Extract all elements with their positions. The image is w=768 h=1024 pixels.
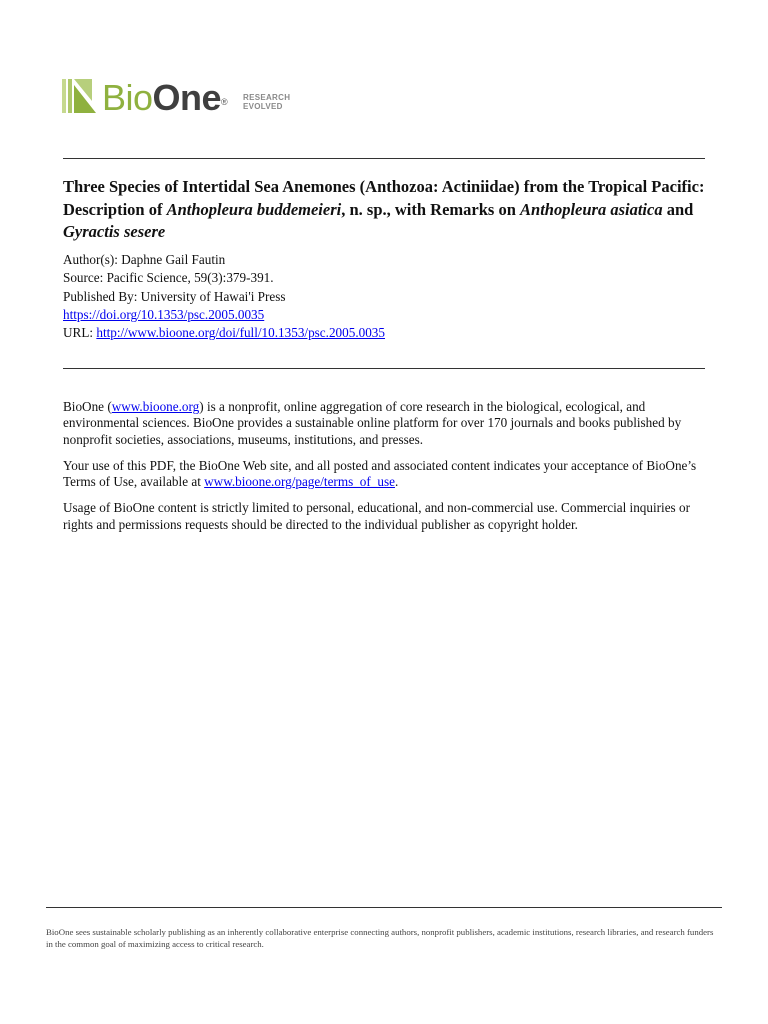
middle-divider: [63, 368, 705, 369]
source-line: Source: Pacific Science, 59(3):379-391.: [63, 270, 274, 286]
bioone-home-link[interactable]: www.bioone.org: [111, 399, 200, 414]
logo-wordmark: [102, 78, 227, 118]
logo-tagline: [243, 93, 290, 111]
bioone-logo: [62, 74, 302, 124]
logo-registered-mark: ®: [221, 97, 228, 107]
p2-suffix: .: [394, 474, 399, 490]
logo-bio: Bio: [102, 77, 153, 118]
body-paragraph-about: [63, 399, 713, 448]
doi-link[interactable]: https://doi.org/10.1353/psc.2005.0035: [63, 306, 265, 322]
p1-prefix: BioOne (: [63, 399, 112, 414]
article-title: [63, 176, 713, 244]
body-text: [63, 399, 713, 543]
title-part2: , n. sp., with Remarks on: [341, 199, 521, 219]
bioone-leaf-icon: [62, 77, 100, 117]
doi-line: [63, 306, 713, 324]
logo-one: One: [152, 77, 222, 118]
top-divider: [63, 158, 705, 159]
footer-divider: [46, 907, 722, 908]
p1-suffix: ) is a nonprofit, online aggregation of core research in the biological, ecological, and environmental sciences. BioOne provides a sustainable online platform for over 170 journals and books published by nonprofit societies, associations, museums, institutions, and presses.: [63, 399, 682, 447]
publisher-line: Published By: University of Hawai'i Press: [63, 288, 286, 304]
title-species1: Anthopleura buddemeieri: [166, 199, 342, 219]
title-part1: Three Species of Intertidal Sea Anemones (Anthozoa: Actiniidae) from the Tropical Pacific: Description of: [63, 177, 705, 219]
title-part3: and: [662, 199, 694, 219]
logo-tagline-line1: RESEARCH: [243, 93, 291, 102]
title-species3: Gyractis sesere: [63, 222, 166, 241]
url-link[interactable]: http://www.bioone.org/doi/full/10.1353/psc.2005.0035: [96, 325, 385, 341]
title-species2: Anthopleura asiatica: [520, 199, 663, 219]
body-paragraph-terms: [63, 458, 713, 491]
footer-note: BioOne sees sustainable scholarly publishing as an inherently collaborative enterprise connecting authors, nonprofit publishers, academic institutions, research libraries, and research funders in the common goal of maximizing access to critical research.: [46, 927, 714, 950]
body-paragraph-usage: Usage of BioOne content is strictly limited to personal, educational, and non-commercial use. Commercial inquiries or rights and permissions requests should be directed to the individual publisher as copyright holder.: [63, 500, 690, 532]
p2-prefix: Your use of this PDF, the BioOne Web site, and all posted and associated content indicates your acceptance of BioOne’s Terms of Use, available at: [63, 457, 697, 490]
url-line: [63, 324, 713, 342]
article-metadata: [63, 251, 713, 342]
logo-tagline-line2: EVOLVED: [243, 102, 283, 111]
url-label: URL:: [63, 325, 97, 341]
terms-of-use-link[interactable]: www.bioone.org/page/terms_of_use: [204, 474, 395, 490]
authors-line: Author(s): Daphne Gail Fautin: [63, 252, 226, 267]
